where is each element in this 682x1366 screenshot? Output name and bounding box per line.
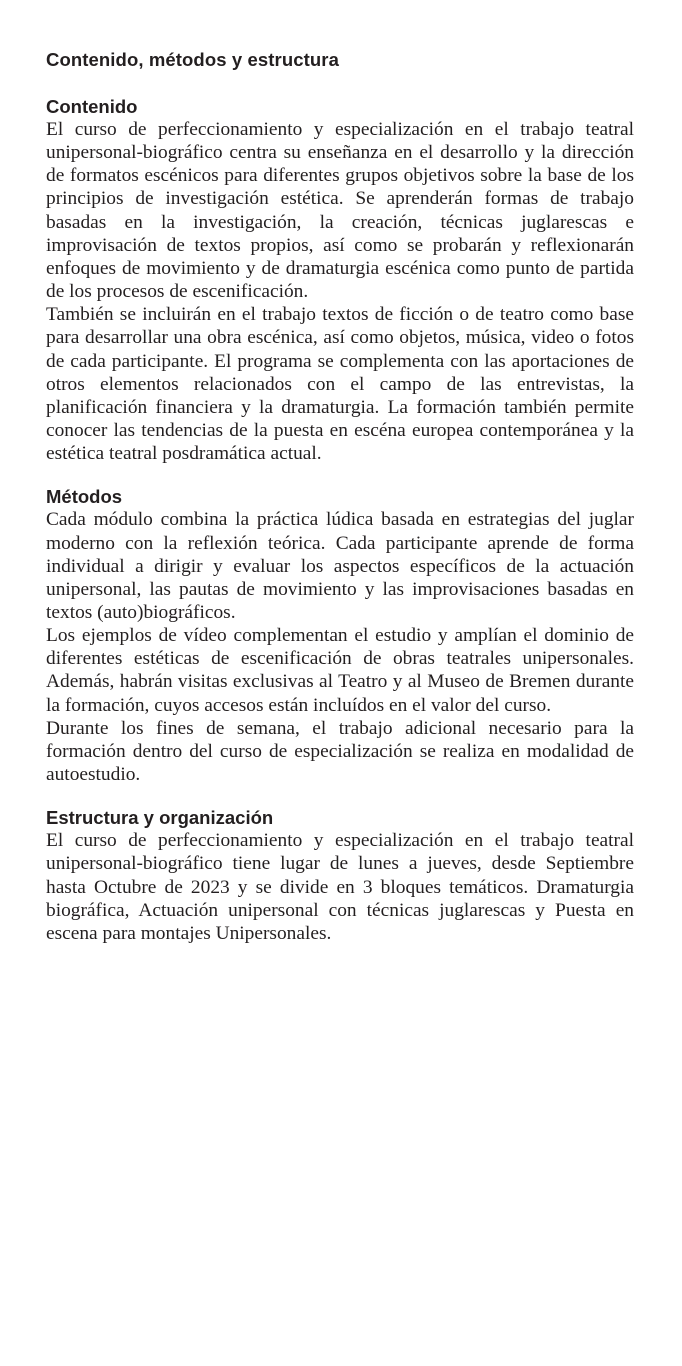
section-contenido <box>46 95 634 465</box>
paragraph: Durante los fines de semana, el trabajo adicional necesario para la formación dentro del curso de especialización se realiza en modalidad de autoestudio. <box>46 717 634 786</box>
paragraph: Cada módulo combina la práctica lúdica basada en estrategias del juglar moderno con la reflexión teórica. Cada participante aprende de forma individual a dirigir y evaluar los aspectos específicos de la actuación unipersonal, las pautas de movimiento y las improvisaciones basadas en textos (auto)biográficos. <box>46 509 634 623</box>
document-page <box>46 48 634 965</box>
section-metodos <box>46 485 634 786</box>
paragraph: El curso de perfeccionamiento y especialización en el trabajo teatral unipersonal-biográfico centra su enseñanza en el desarrollo y la dirección de formatos escénicos para diferentes grupos objetivos sobre la base de los principios de investigación estética. Se aprenderán formas de trabajo basadas en la investigación, la creación, técnicas juglarescas e improvisación de textos propios, así como se probarán y reflexionarán enfoques de movimiento y de dramaturgia escénica como punto de partida de los procesos de escenificación. <box>46 119 634 303</box>
section-heading-contenido: Contenido <box>46 96 138 117</box>
section-heading-metodos: Métodos <box>46 486 123 508</box>
paragraph: También se incluirán en el trabajo textos de ficción o de teatro como base para desarrollar una obra escénica, así como objetos, música, video o fotos de cada participante. El programa se complementa con las aportaciones de otros elementos relacionados con el campo de las entrevistas, la planificación financiera y la dramaturgia. La formación también permite conocer las tendencias de la puesta en escéna europea contemporánea y la estética teatral posdramática actual. <box>46 304 634 465</box>
page-title: Contenido, métodos y estructura <box>46 49 339 70</box>
paragraph: Los ejemplos de vídeo complementan el estudio y amplían el dominio de diferentes estéticas de escenificación de obras teatrales unipersonales. Además, habrán visitas exclusivas al Teatro y al Museo de Bremen durante la formación, cuyos accesos están incluídos en el valor del curso. <box>46 625 634 716</box>
section-heading-estructura: Estructura y organización <box>46 807 274 829</box>
section-estructura <box>46 806 634 945</box>
paragraph: El curso de perfeccionamiento y especialización en el trabajo teatral unipersonal-biográfico tiene lugar de lunes a jueves, desde Septiembre hasta Octubre de 2023 y se divide en 3 bloques temáticos. Dramaturgia biográfica, Actuación unipersonal con técnicas juglarescas y Puesta en escena para montajes Unipersonales. <box>46 830 634 944</box>
